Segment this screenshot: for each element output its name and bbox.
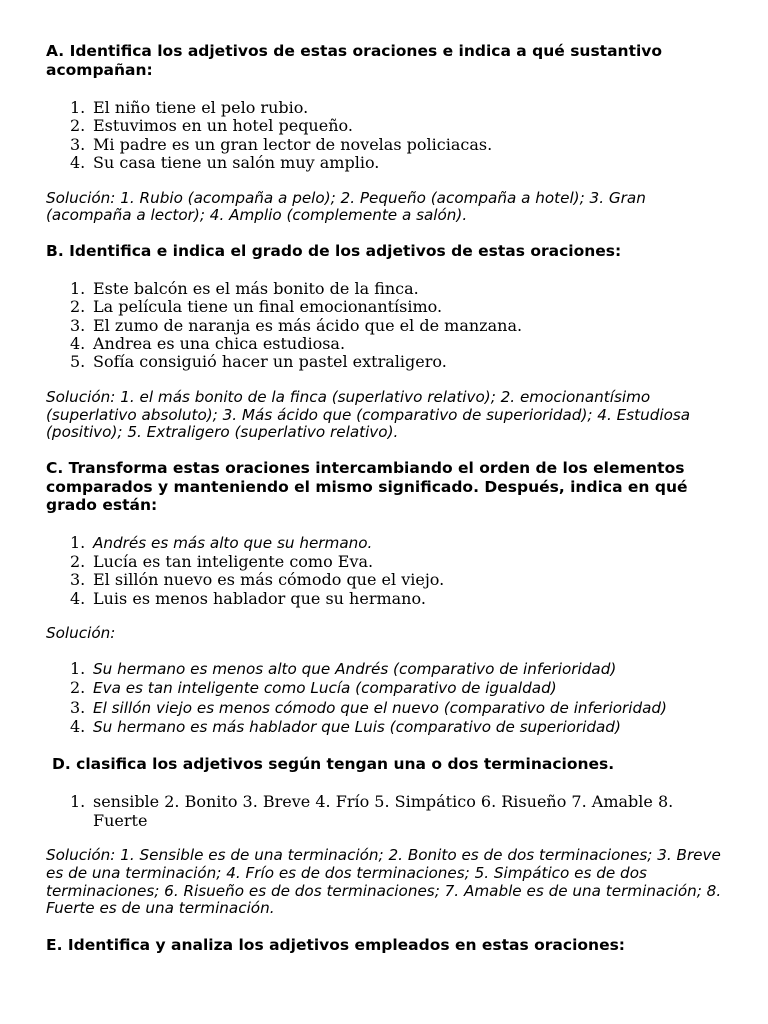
item-number: 1. [70,792,86,812]
section-c-list [46,534,726,609]
list-item [46,718,726,737]
list-item [46,335,726,353]
item-text: Mi padre es un gran lector de novelas policiacas. [93,134,493,154]
item-number: 2. [70,297,86,317]
section-d-heading: D. clasifica los adjetivos según tengan una o dos terminaciones. [52,754,615,773]
item-text: Sofía consiguió hacer un pastel extraligero. [93,352,447,372]
item-number: 2. [70,116,86,136]
item-number: 3. [70,134,86,154]
section-a-solution: Solución: 1. Rubio (acompaña a pelo); 2. Pequeño (acompaña a hotel); 3. Gran (acompaña a lector); 4. Amplio (complemente a salón). [46,188,646,225]
item-number: 3. [70,697,86,717]
item-text: Eva es tan inteligente como Lucía (comparativo de igualdad) [93,679,557,698]
list-item [46,154,726,172]
list-item [46,317,726,335]
item-text: La película tiene un final emocionantísimo. [93,297,443,317]
item-text: sensible 2. Bonito 3. Breve 4. Frío 5. Simpático 6. Risueño 7. Amable 8. Fuerte [93,792,674,830]
item-text: Su hermano es más hablador que Luis (comparativo de superioridad) [93,718,621,737]
item-number: 5. [70,352,86,372]
section-c-solution-list [46,660,726,738]
document-page [46,42,726,955]
item-text: Su hermano es menos alto que Andrés (comparativo de inferioridad) [93,660,617,679]
section-b-solution: Solución: 1. el más bonito de la finca (superlativo relativo); 2. emocionantísimo (superlativo absoluto); 3. Más ácido que (comparativo de superioridad); 4. Estudiosa (positivo); 5. Extraligero (superlativo relativo). [46,387,691,442]
item-text: Lucía es tan inteligente como Eva. [93,552,374,572]
item-text: Su casa tiene un salón muy amplio. [93,153,380,173]
section-c-solution-label: Solución: [46,624,116,643]
item-text: El niño tiene el pelo rubio. [93,98,309,117]
section-c-heading: C. Transforma estas oraciones intercambiando el orden de los elementos comparados y manteniendo el mismo significado. Después, indica en qué grado están: [46,459,688,515]
item-number: 4. [70,717,86,737]
list-item [46,280,726,298]
list-item [46,660,726,679]
item-text: El sillón viejo es menos cómodo que el nuevo (comparativo de inferioridad) [93,698,667,717]
item-number: 2. [70,678,86,698]
section-e-heading: E. Identifica y analiza los adjetivos empleados en estas oraciones: [46,936,626,955]
item-text: Andrés es más alto que su hermano. [93,533,373,552]
item-number: 1. [70,532,86,552]
section-b-list [46,280,726,372]
list-item [46,534,726,553]
item-text: Estuvimos en un hotel pequeño. [93,116,353,136]
list-item [46,699,726,718]
section-a-list [46,99,726,173]
section-b-heading: B. Identifica e indica el grado de los adjetivos de estas oraciones: [46,242,622,261]
list-item [46,571,726,589]
item-text: Andrea es una chica estudiosa. [93,333,346,353]
list-item [46,117,726,135]
item-text: El zumo de naranja es más ácido que el de manzana. [93,315,523,335]
item-number: 3. [70,570,86,590]
item-number: 4. [70,333,86,353]
section-d-list [46,793,726,830]
section-d-solution: Solución: 1. Sensible es de una terminación; 2. Bonito es de dos terminaciones; 3. Breve es de una terminación; 4. Frío es de dos terminaciones; 5. Simpático es de dos terminaciones; 6. Risueño es de dos terminaciones; 7. Amable es de una terminación; 8. Fuerte es de una terminación. [46,846,722,918]
list-item [46,793,726,830]
list-item [46,353,726,371]
item-number: 1. [70,98,86,117]
item-number: 4. [70,153,86,173]
list-item [46,136,726,154]
item-number: 3. [70,315,86,335]
list-item [46,298,726,316]
section-a-heading: A. Identifica los adjetivos de estas oraciones e indica a qué sustantivo acompañan: [46,42,663,79]
item-number: 2. [70,552,86,572]
item-number: 1. [70,659,86,679]
item-number: 4. [70,588,86,608]
item-number: 1. [70,278,86,298]
list-item [46,679,726,698]
list-item [46,99,726,117]
item-text: El sillón nuevo es más cómodo que el viejo. [93,570,445,590]
item-text: Luis es menos hablador que su hermano. [93,588,426,608]
list-item [46,590,726,608]
item-text: Este balcón es el más bonito de la finca. [93,278,419,298]
list-item [46,553,726,571]
